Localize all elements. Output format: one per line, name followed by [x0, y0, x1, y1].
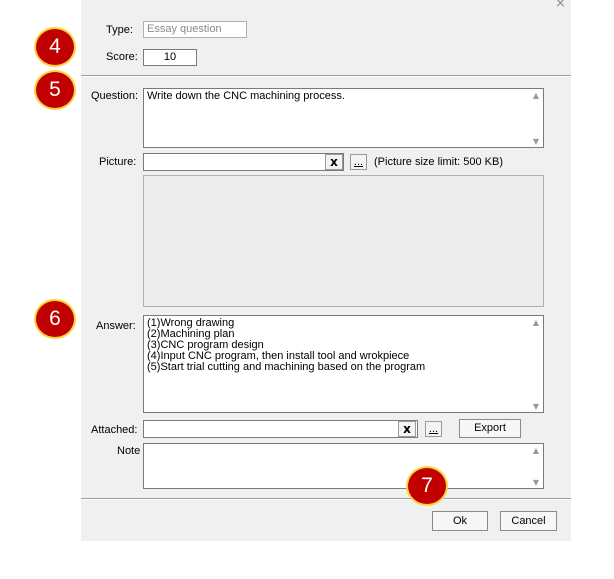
note-value	[144, 444, 543, 448]
scroll-up-icon[interactable]: ▲	[532, 91, 539, 100]
annotation-badge-4: 4	[34, 27, 76, 67]
annotation-badge-7: 7	[406, 466, 448, 506]
ok-button[interactable]: Ok	[432, 511, 488, 531]
attached-path-input[interactable]	[143, 420, 418, 438]
note-label: Note	[117, 445, 141, 457]
answer-value: (1)Wrong drawing (2)Machining plan (3)CNC program design (4)Input CNC program, then install tool and wrokpiece (5)Start trial cutting and machining based on the program	[147, 317, 426, 373]
picture-path-input[interactable]	[143, 153, 344, 171]
picture-browse-button[interactable]: ...	[350, 154, 367, 170]
picture-clear-button[interactable]: x	[325, 154, 343, 170]
question-label: Question:	[91, 90, 139, 102]
attached-browse-button[interactable]: ...	[425, 421, 442, 437]
picture-path-value	[144, 154, 343, 158]
question-input[interactable]	[143, 88, 544, 148]
scroll-up-icon[interactable]: ▲	[532, 446, 539, 455]
picture-label: Picture:	[99, 156, 137, 168]
question-value: Write down the CNC machining process.	[147, 90, 345, 102]
type-field	[143, 21, 247, 38]
annotation-badge-6: 6	[34, 299, 76, 339]
scroll-down-icon[interactable]: ▼	[532, 478, 539, 487]
footer-divider	[81, 498, 571, 500]
attached-path-value	[144, 421, 417, 425]
divider	[81, 75, 571, 77]
score-input[interactable]	[143, 49, 197, 66]
scroll-up-icon[interactable]: ▲	[532, 318, 539, 327]
close-icon[interactable]: ×	[555, 0, 566, 11]
picture-preview	[143, 175, 544, 307]
attached-label: Attached:	[91, 424, 138, 436]
answer-input[interactable]	[143, 315, 544, 413]
answer-label: Answer:	[96, 320, 136, 332]
picture-size-hint: (Picture size limit: 500 KB)	[374, 156, 503, 168]
scroll-down-icon[interactable]: ▼	[532, 137, 539, 146]
type-value: Essay question	[147, 23, 222, 35]
export-button[interactable]: Export	[459, 419, 521, 438]
attached-clear-button[interactable]: x	[398, 421, 416, 437]
note-input[interactable]	[143, 443, 544, 489]
score-label: Score:	[106, 51, 138, 63]
score-value: 10	[163, 51, 177, 63]
cancel-button[interactable]: Cancel	[500, 511, 557, 531]
type-label: Type:	[106, 24, 133, 36]
scroll-down-icon[interactable]: ▼	[532, 402, 539, 411]
annotation-badge-5: 5	[34, 70, 76, 110]
